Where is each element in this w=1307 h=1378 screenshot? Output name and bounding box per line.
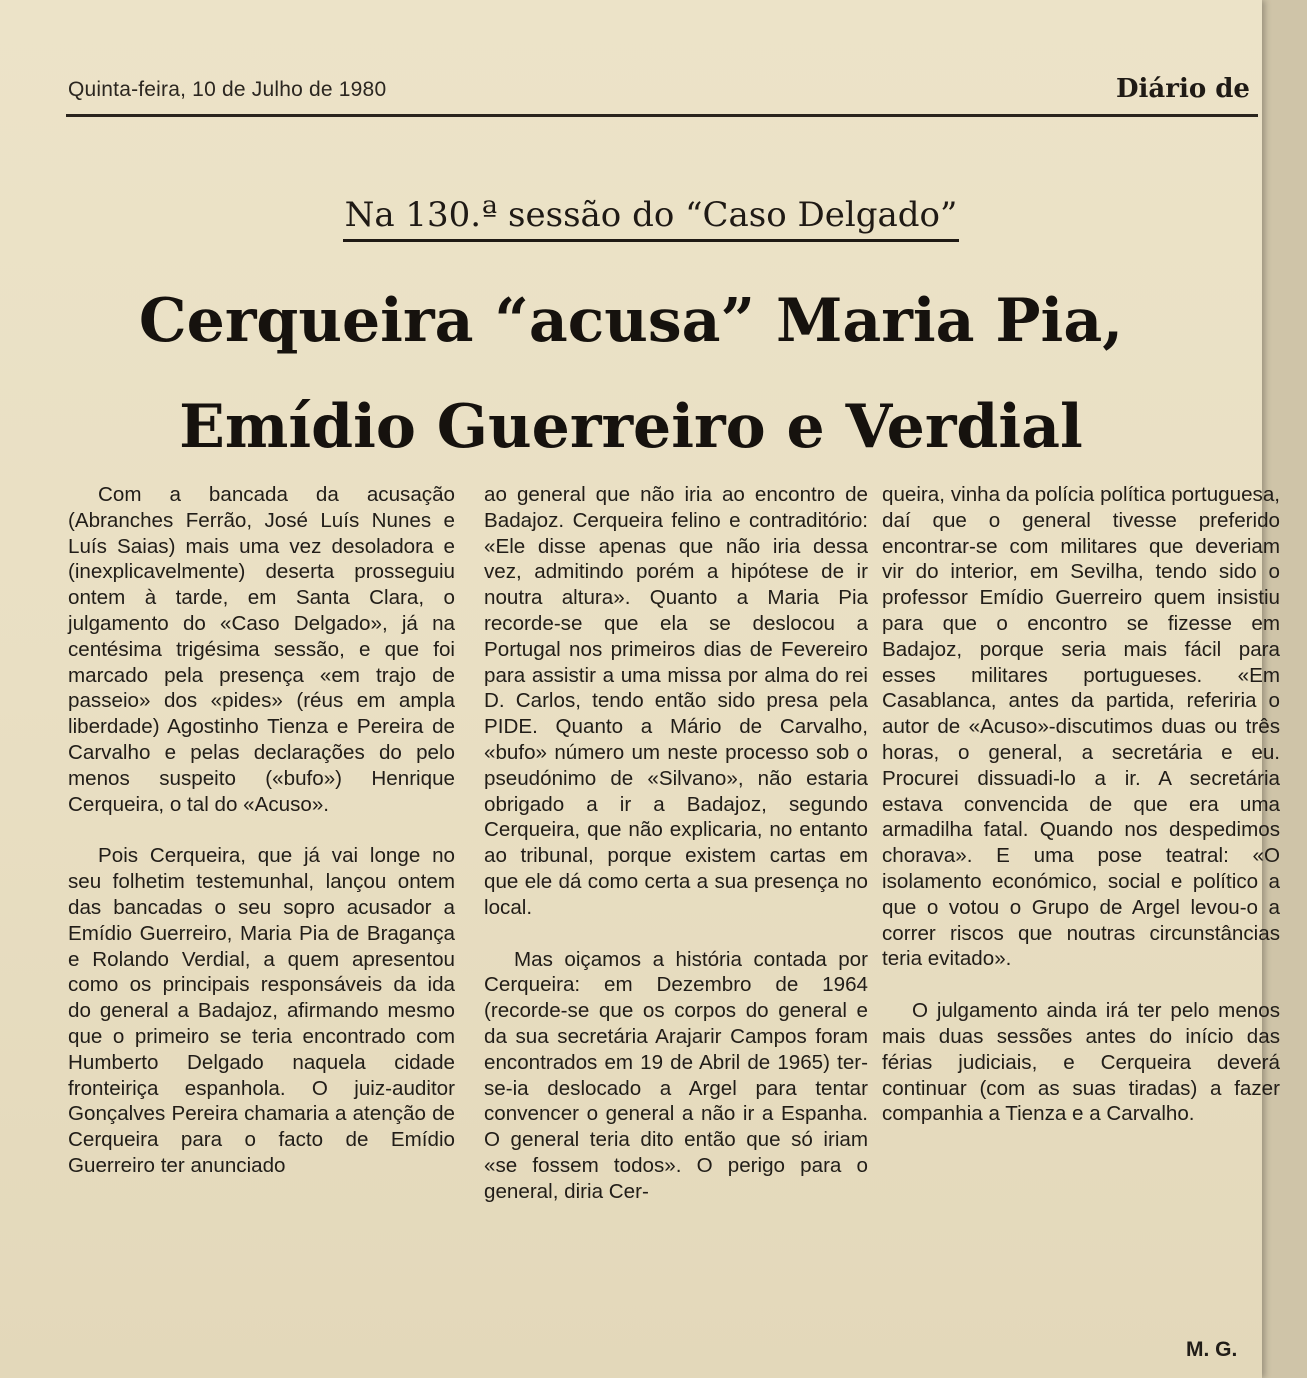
column-1-paragraph-2: Pois Cerqueira, que já vai longe no seu folhetim testemunhal, lançou ontem das bancadas o seu sopro acusador a Emídio Guerreiro, Maria Pia de Bragança e Rolando Verdial, a quem apresentou como os principais responsáveis da ida do general a Badajoz, afirmando mesmo que o primeiro se teria encontrado com Humberto Delgado naquela cidade fronteiriça espanhola. O juiz-auditor Gonçalves Pereira chamaria a atenção de Cerqueira para o facto de Emídio Guerreiro ter anunciado	[68, 844, 455, 1177]
column-3-paragraph-1: queira, vinha da polícia política portuguesa, daí que o general tivesse preferido encontrar-se com militares que deveriam vir do interior, em Sevilha, tendo sido o professor Emídio Guerreiro quem insistiu para que o encontro se fizesse em Badajoz, porque seria mais fácil para esses militares portugueses. «Em Casablanca, antes da partida, referiria o autor de «Acuso»-discutimos duas ou três horas, o general, a secretária e eu. Procurei dissuadi-lo a ir. A secretária estava convencida de que era uma armadilha fatal. Quando nos despedimos chorava». E uma pose teatral: «O isolamento económico, social e político a que o votou o Grupo de Argel levou-o a correr riscos que noutras circunstâncias teria evitado».	[882, 483, 1280, 971]
headline-line-2: Emídio Guerreiro e Verdial	[179, 392, 1083, 462]
header-rule	[66, 114, 1258, 117]
article-column-2	[484, 482, 868, 1205]
header-date: Quinta-feira, 10 de Julho de 1980	[68, 78, 387, 101]
column-2-paragraph-1: ao general que não iria ao encontro de Badajoz. Cerqueira felino e contraditório: «Ele disse apenas que não iria dessa vez, admitindo porém a hipótese de ir noutra altura». Quanto a Maria Pia recorde-se que ela se deslocou a Portugal nos primeiros dias de Fevereiro para assistir a uma missa por alma do rei D. Carlos, tendo então sido presa pela PIDE. Quanto a Mário de Carvalho, «bufo» número um neste processo sob o pseudónimo de «Silvano», não estaria obrigado a ir a Badajoz, segundo Cerqueira, que não explicaria, no entanto ao tribunal, porque existem cartas em que ele dá como certa a sua presença no local.	[484, 483, 868, 919]
article-column-3	[882, 482, 1280, 1127]
headline-line-1: Cerqueira “acusa” Maria Pia,	[138, 286, 1124, 356]
article-column-1	[68, 482, 455, 1179]
article-kicker	[0, 195, 1262, 242]
article-headline	[0, 268, 1262, 480]
author-signature: M. G.	[1186, 1338, 1238, 1361]
masthead: Diário de	[1116, 74, 1250, 104]
column-1-paragraph-1: Com a bancada da acusação (Abranches Ferrão, José Luís Nunes e Luís Saias) mais uma vez desoladora e (inexplicavelmente) deserta prosseguiu ontem à tarde, em Santa Clara, o julgamento do «Caso Delgado», já na centésima trigésima sessão, e que foi marcado pela presença «em trajo de passeio» dos «pides» (réus em ampla liberdade) Agostinho Tienza e Pereira de Carvalho e pelas declarações do pelo menos suspeito («bufo») Henrique Cerqueira, o tal do «Acuso».	[68, 483, 455, 816]
kicker-text: Na 130.ª sessão do “Caso Delgado”	[343, 195, 960, 242]
column-3-paragraph-2: O julgamento ainda irá ter pelo menos mais duas sessões antes do início das férias judiciais, e Cerqueira deverá continuar (com as suas tiradas) a fazer companhia a Tienza e a Carvalho.	[882, 999, 1280, 1126]
column-2-paragraph-2: Mas oiçamos a história contada por Cerqueira: em Dezembro de 1964 (recorde-se que os corpos do general e da sua secretária Arajarir Campos foram encontrados em 19 de Abril de 1965) ter-se-ia deslocado a Argel para tentar convencer o general a não ir a Espanha. O general teria dito então que só iriam «se fossem todos». O perigo para o general, diria Cer-	[484, 947, 868, 1203]
